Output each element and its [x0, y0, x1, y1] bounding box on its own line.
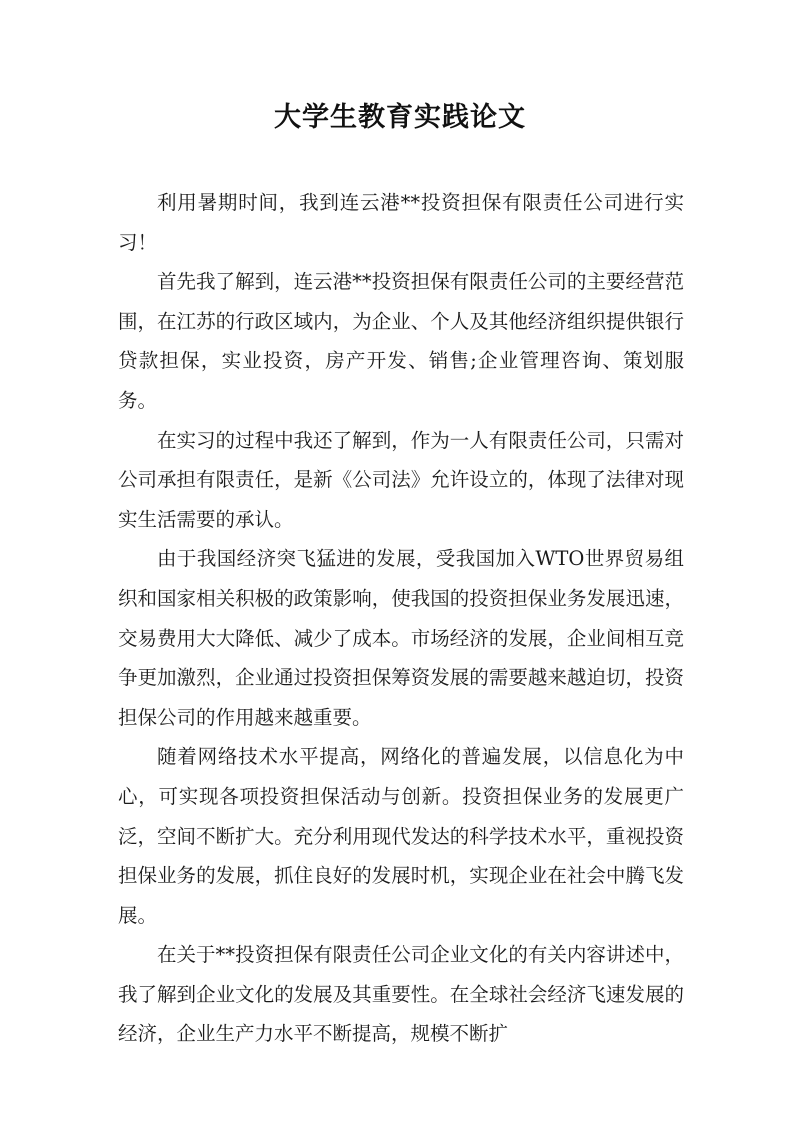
document-body [118, 183, 684, 1054]
paragraph: 首先我了解到，连云港**投资担保有限责任公司的主要经营范围，在江苏的行政区域内，为企业、个人及其他经济组织提供银行贷款担保，实业投资，房产开发、销售;企业管理咨询、策划服务。 [118, 270, 684, 412]
document-title: 大学生教育实践论文 [274, 102, 526, 133]
paragraph: 在关于**投资担保有限责任公司企业文化的有关内容讲述中，我了解到企业文化的发展及其重要性。在全球社会经济飞速发展的经济，企业生产力水平不断提高，规模不断扩 [118, 943, 684, 1046]
paragraph: 由于我国经济突飞猛进的发展，受我国加入WTO世界贸易组织和国家相关积极的政策影响，使我国的投资担保业务发展迅速，交易费用大大降低、减少了成本。市场经济的发展，企业间相互竞争更加激烈，企业通过投资担保筹资发展的需要越来越迫切，投资担保公司的作用越来越重要。 [118, 547, 684, 729]
paragraph: 随着网络技术水平提高，网络化的普遍发展，以信息化为中心，可实现各项投资担保活动与创新。投资担保业务的发展更广泛，空间不断扩大。充分利用现代发达的科学技术水平，重视投资担保业务的发展，抓住良好的发展时机，实现企业在社会中腾飞发展。 [118, 745, 684, 927]
paragraph: 利用暑期时间，我到连云港**投资担保有限责任公司进行实习！ [118, 191, 684, 254]
paragraph: 在实习的过程中我还了解到，作为一人有限责任公司，只需对公司承担有限责任，是新《公司法》允许设立的，体现了法律对现实生活需要的承认。 [118, 428, 684, 531]
